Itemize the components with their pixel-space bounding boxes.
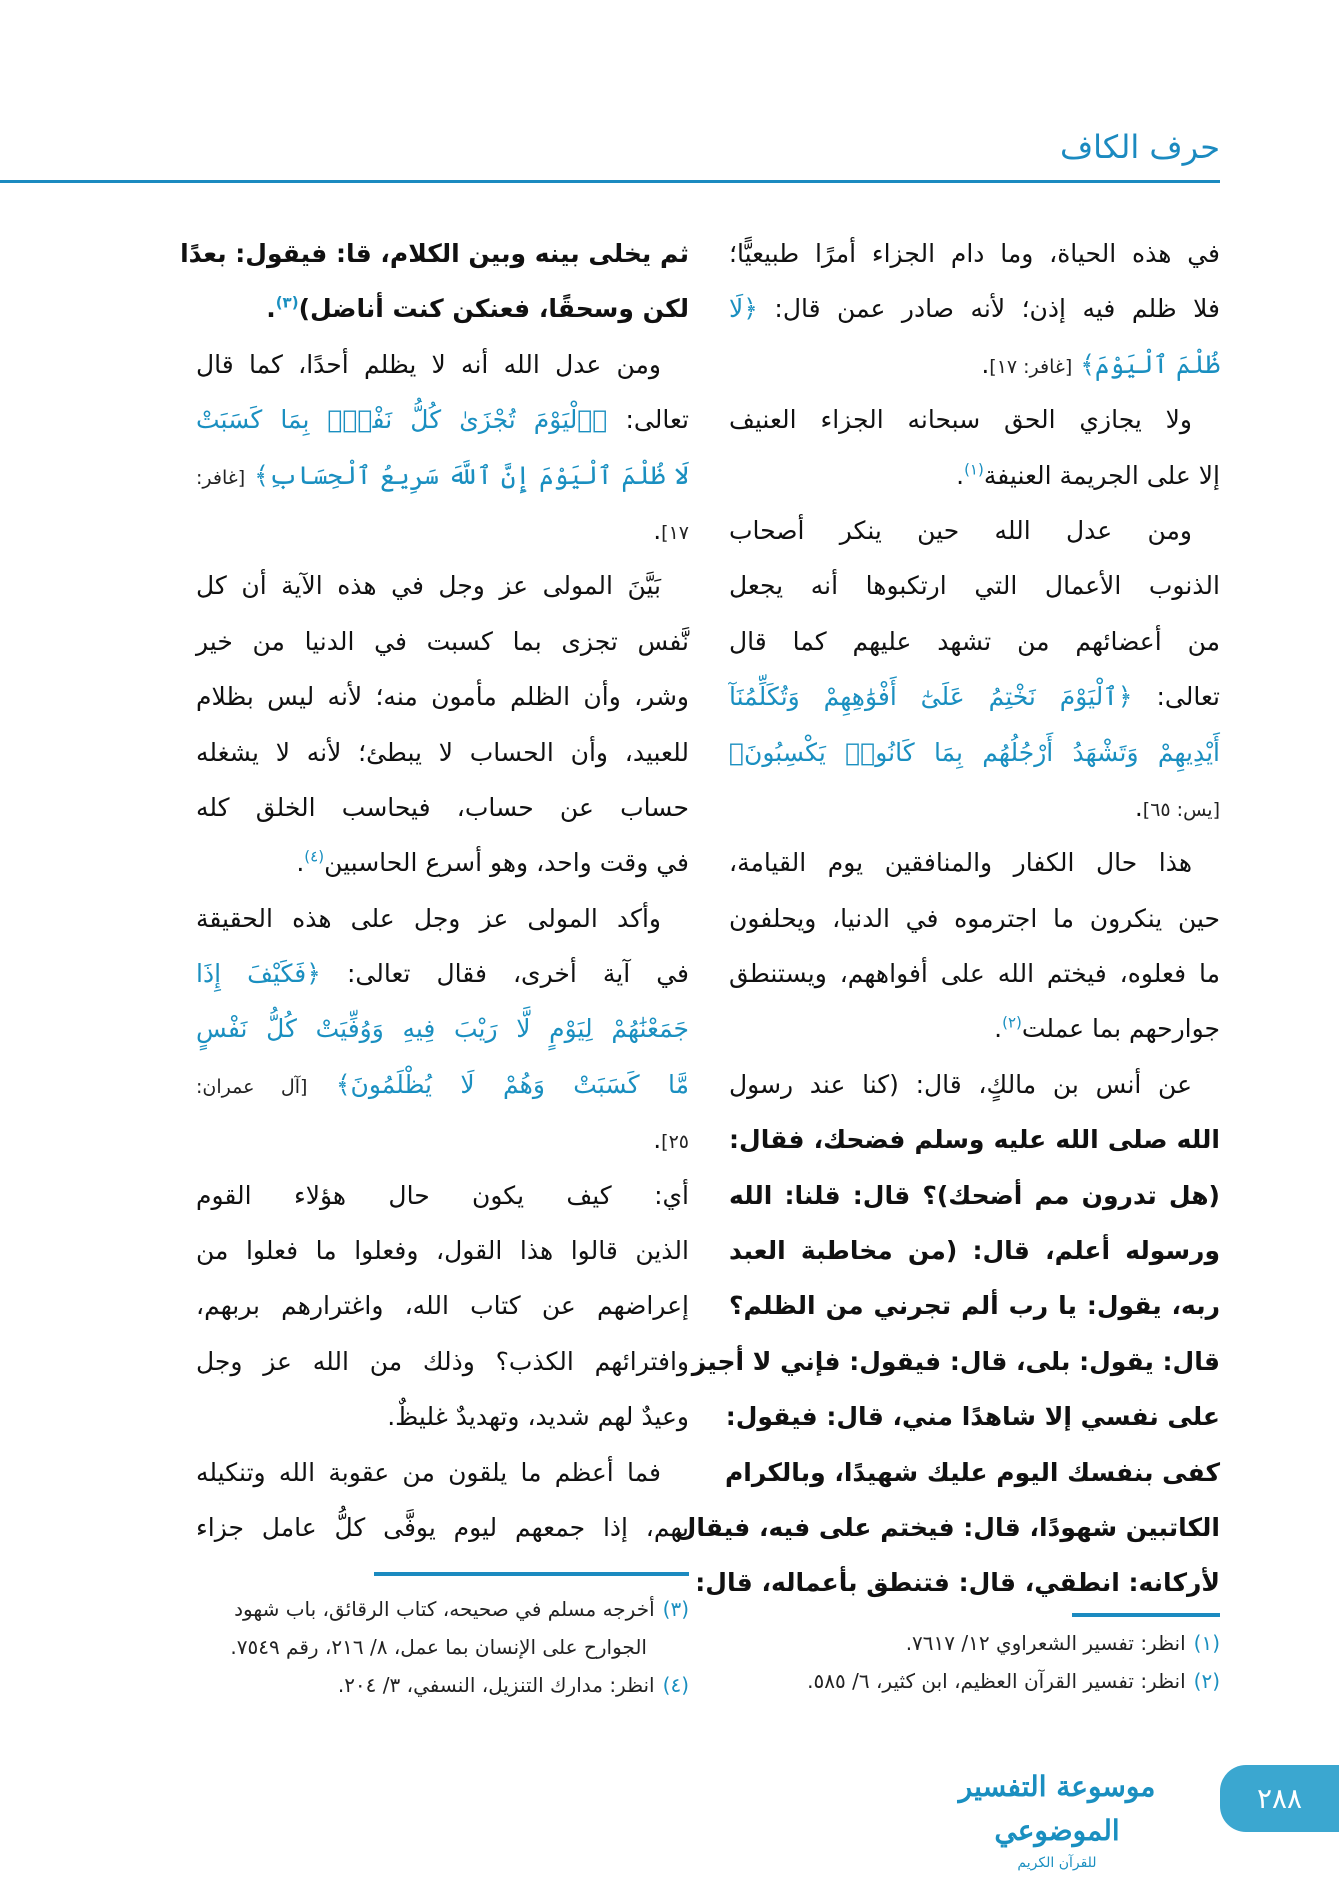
logo-subtitle: للقرآن الكريم [1017,1855,1097,1871]
text-segment: كفى بنفسك اليوم عليك شهيدًا، وبالكرام [724,1457,1220,1487]
text-line [196,558,689,613]
text-line [196,1445,689,1500]
text-segment: فما أعظم ما يلقون من عقوبة الله وتنكيله [196,1457,661,1487]
footnote-text: انظر: مدارك التنزيل، النسفي، ٣/ ٢٠٤. [337,1673,655,1697]
text-segment: ولا يجازي الحق سبحانه الجزاء العنيف [729,405,1192,435]
text-line [729,614,1220,669]
text-line [729,669,1220,724]
text-segment: ومن عدل الله حين ينكر أصحاب [729,515,1192,545]
quran-verse: جَمَعْنَٰهُمْ لِيَوْمٍ لَّا رَيْبَ فِيهِ وَوُفِّيَتْ كُلُّ نَفْسٍ [196,1014,689,1044]
series-logo [934,1765,1180,1871]
text-segment: إعراضهم عن كتاب الله، واغترارهم بربهم، [196,1291,689,1321]
text-line [729,1001,1220,1056]
text-line [729,1057,1220,1112]
verse-reference: ٢٥] [661,1131,689,1154]
text-segment: لأركانه: انطقي، قال: فتنطق بأعماله، قال: [695,1568,1220,1598]
text-segment: تعالى: [607,405,689,435]
text-segment: . [981,349,990,379]
text-segment: الله صلى الله عليه وسلم فضحك، فقال: [729,1125,1220,1155]
text-segment: نَّفس تجزى بما كسبت في الدنيا من خير [196,626,689,656]
text-segment: الذنوب الأعمال التي ارتكبوها أنه يجعل [729,571,1220,601]
text-segment: هذا حال الكفار والمنافقين يوم القيامة، [729,848,1192,878]
text-line [729,835,1220,890]
text-segment: بَيَّنَ المولى عز وجل في هذه الآية أن كل [196,571,661,601]
text-segment: ومن عدل الله أنه لا يظلم أحدًا، كما قال [196,349,661,379]
text-segment: بهم، إذا جمعهم ليوم يوفَّى كلُّ عامل جزاء [196,1512,689,1542]
text-line [196,891,689,946]
text-line [674,1500,1220,1555]
text-line [196,1278,689,1333]
text-segment: وعيدٌ لهم شديد، وتهديدٌ غليظٌ. [387,1402,689,1432]
text-line [196,281,689,336]
text-line [196,1223,689,1278]
text-segment: ورسوله أعلم، قال: (من مخاطبة العبد [729,1236,1220,1266]
text-line [729,392,1220,447]
text-line [180,226,689,281]
text-segment: فلا ظلم فيه إذن؛ لأنه صادر عمن قال: [757,294,1220,324]
footnotes-right [740,1624,1220,1700]
footnote-number: (١) [1193,1631,1220,1655]
text-line [695,1555,1220,1610]
text-segment: في وقت واحد، وهو أسرع الحاسبين [324,848,689,878]
verse-reference: [غافر: ١٧] [989,355,1073,378]
text-line [729,1168,1220,1223]
text-line [196,1112,689,1167]
text-segment: في آية أخرى، فقال تعالى: [320,959,689,989]
text-line [729,337,1220,392]
text-segment: . [653,1125,662,1155]
text-line [196,780,689,835]
text-line [196,669,689,724]
chapter-title: حرف الكاف [1059,128,1220,166]
quran-verse: أَيْدِيهِمْ وَتَشْهَدُ أَرْجُلُهُم بِمَا كَانُوا۟ يَكْسِبُونَ﴾ [729,737,1220,767]
text-line [196,448,689,503]
text-line [729,1223,1220,1278]
footnotes-left [196,1590,689,1704]
text-segment: حساب عن حساب، فيحاسب الخلق كله [196,792,689,822]
text-segment: أي: كيف يكون حال هؤلاء القوم [196,1180,689,1210]
quran-verse: ﴿فَكَيْفَ إِذَا [196,959,321,989]
text-line [196,614,689,669]
text-segment: وافترائهم الكذب؟ وذلك من الله عز وجل [196,1346,689,1376]
text-line [196,1057,689,1112]
text-segment: . [1134,792,1143,822]
header-divider [0,180,1220,183]
text-line [729,448,1220,503]
text-segment: حين ينكرون ما اجترموه في الدنيا، ويحلفون [729,903,1220,933]
footnote [740,1662,1220,1700]
logo-title: موسوعة التفسير الموضوعي [958,1770,1156,1847]
footnote-text: أخرجه مسلم في صحيحه، كتاب الرقائق، باب شهود الجوارح على الإنسان بما عمل، ٨/ ٢١٦، رقم ٧٥٤٩. [230,1597,655,1659]
footnote [196,1666,689,1704]
text-segment: لكن وسحقًا، فعنكن كنت أناضل) [298,294,689,324]
footnote-separator-right [1072,1613,1220,1617]
verse-reference: ١٧] [661,521,689,544]
text-line [691,1334,1220,1389]
text-line [729,281,1220,336]
text-segment: ربه، يقول: يا رب ألم تجرني من الظلم؟ [729,1291,1220,1321]
footnote [740,1624,1220,1662]
text-segment: ما فعلوه، فيختم الله على أفواههم، ويستنطق [729,959,1220,989]
verse-reference: [يس: ٦٥] [1142,798,1220,821]
text-line [725,1389,1220,1444]
text-line [729,946,1220,1001]
text-segment: . [956,460,965,490]
text-segment: للعبيد، وأن الحساب لا يبطئ؛ لأنه لا يشغله [196,737,689,767]
text-line [196,503,689,558]
footnote-number: (٢) [1193,1669,1220,1693]
text-line [196,946,689,1001]
text-segment: جوارحهم بما عملت [1021,1014,1220,1044]
text-line [196,1389,689,1444]
text-segment: وأكد المولى عز وجل على هذه الحقيقة [196,903,661,933]
page-number-badge: ٢٨٨ [1220,1765,1339,1832]
text-line [729,1278,1220,1333]
text-line [729,1112,1220,1167]
text-segment: ثم يخلى بينه وبين الكلام، قا: فيقول: بعدًا [180,239,689,268]
footnote-number: (٤) [662,1673,689,1697]
quran-verse: لَا ظُلْمَ ٱلْيَوْمَ إِنَّ ٱللَّهَ سَرِيعُ ٱلْحِسَابِ﴾ [245,460,689,490]
text-line [729,503,1220,558]
text-line [729,725,1220,780]
text-segment: الذين قالوا هذا القول، وفعلوا ما فعلوا من [196,1236,689,1266]
text-segment: من أعضائهم من تشهد عليهم كما قال [729,626,1220,656]
text-line [729,780,1220,835]
text-segment: . [266,294,276,324]
text-line [196,337,689,392]
text-line [196,1001,689,1056]
text-line [729,558,1220,613]
text-segment: . [296,848,305,878]
text-segment: عن أنس بن مالكٍ، قال: (كنا عند رسول [729,1069,1192,1099]
footnote-marker: (٣) [275,294,299,313]
quran-verse: ﴿ٱلْيَوْمَ نَخْتِمُ عَلَىٰٓ أَفْوَٰهِهِمْ وَتُكَلِّمُنَآ [729,682,1133,712]
quran-verse: ﴿ٱلْيَوْمَ تُجْزَىٰ كُلُّ نَفْسٍۭ بِمَا كَسَبَتْ [196,405,608,435]
text-line [196,835,689,890]
text-segment: (هل تدرون مم أضحك)؟ قال: قلنا: الله [729,1180,1220,1210]
text-line [729,226,1220,281]
text-line [729,891,1220,946]
footnote [196,1590,689,1666]
text-line [724,1445,1220,1500]
footnote-marker: (٢) [1002,1014,1022,1033]
text-segment: . [653,515,662,545]
verse-reference: [آل عمران: [196,1075,308,1098]
text-line [196,1334,689,1389]
text-line [196,1168,689,1223]
quran-verse: ﴿لَا [729,294,758,324]
text-segment: في هذه الحياة، وما دام الجزاء أمرًا طبيعيًّا؛ [729,239,1220,268]
quran-verse: مَّا كَسَبَتْ وَهُمْ لَا يُظْلَمُونَ﴾ [307,1069,689,1099]
footnote-marker: (١) [964,460,984,479]
verse-reference: [غافر: [196,466,246,489]
footnote-text: انظر: تفسير القرآن العظيم، ابن كثير، ٦/ ٥٨٥. [807,1669,1186,1693]
text-line [196,392,689,447]
text-segment: إلا على الجريمة العنيفة [983,460,1220,490]
footnote-separator-left [374,1572,689,1576]
text-segment: على نفسي إلا شاهدًا مني، قال: فيقول: [725,1402,1220,1432]
text-segment: قال: يقول: بلى، قال: فيقول: فإني لا أجيز [691,1346,1220,1376]
text-line [196,725,689,780]
text-segment: وشر، وأن الظلم مأمون منه؛ لأنه ليس بظلام [196,682,689,712]
text-line [196,1500,689,1555]
text-segment: . [994,1014,1003,1044]
footnote-number: (٣) [662,1597,689,1621]
text-segment: الكاتبين شهودًا، قال: فيختم على فيه، فيقال [674,1512,1220,1542]
left-column [180,226,689,1555]
footnote-text: انظر: تفسير الشعراوي ١٢/ ٧٦١٧. [905,1631,1186,1655]
footnote-marker: (٤) [304,847,325,866]
text-segment: تعالى: [1132,682,1220,712]
quran-verse: ظُلْمَ ٱلْيَوْمَ﴾ [1072,349,1220,379]
